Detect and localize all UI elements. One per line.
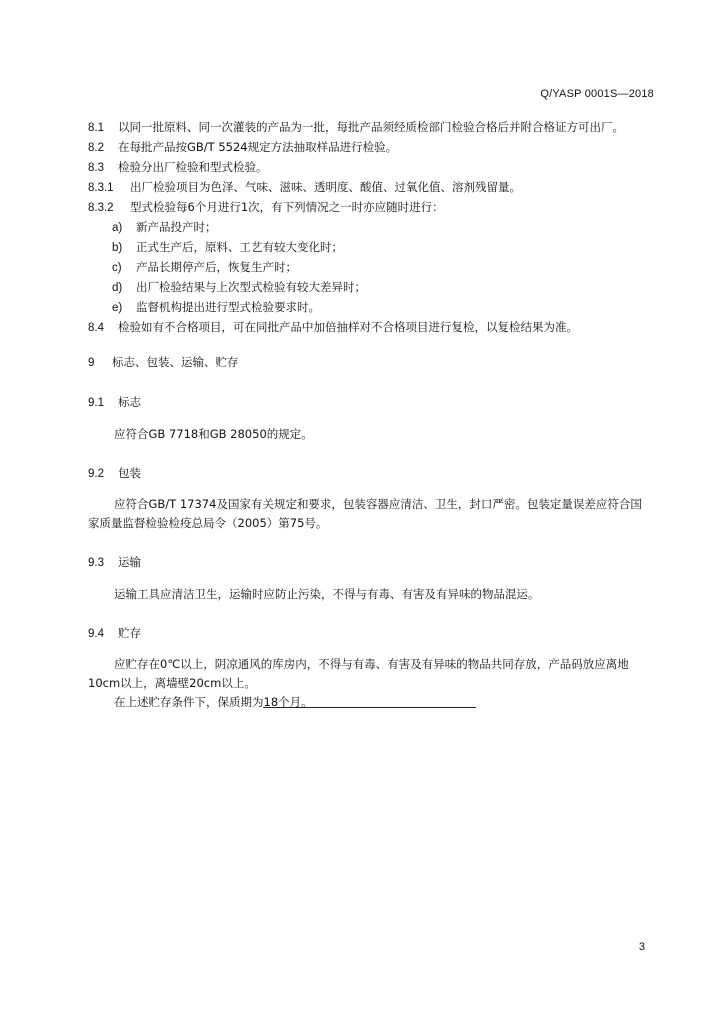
clause-number: 8.3.1 [88,182,114,194]
list-label: d) [112,282,123,294]
clause-text: 型式检验每6个月进行1次，有下列情况之一时亦应随时进行： [130,200,444,214]
clause-text: 以同一批原料、同一次灌装的产品为一批，每批产品须经质检部门检验合格后并附合格证方可出厂。 [118,120,624,134]
subsection-title: 运输 [118,555,141,569]
subsection-9-3-heading [88,553,648,573]
clause-number: 8.3.2 [88,202,114,214]
list-label: c) [112,262,122,274]
standard-code: Q/YASP 0001S—2018 [540,88,654,100]
subsection-9-2-text: 应符合GB/T 17374及国家有关规定和要求，包装容器应清洁、卫生，封口严密。包装定量误差应符合国家质量监督检验检疫总局令（2005）第75号。 [88,497,642,530]
clause-8-1 [88,118,648,138]
subsection-title: 贮存 [118,625,141,640]
list-text: 正式生产后，原料、工艺有较大变化时； [136,240,343,254]
list-item [88,298,648,318]
list-text: 新产品投产时； [136,220,217,234]
list-item [88,278,648,298]
list-item [88,258,648,278]
document-body [88,118,648,712]
section-number: 9 [88,357,95,369]
clause-8-3-2 [88,198,648,218]
subsection-9-4-text-2: 在上述贮存条件下，保质期为18个月。 [114,695,313,709]
list-label: e) [112,302,123,314]
clause-8-3-1 [88,178,648,198]
list-item [88,218,648,238]
clause-number: 8.3 [88,162,104,174]
subsection-title: 包装 [118,465,141,480]
list-label: a) [112,222,123,234]
clause-8-3 [88,158,648,178]
clause-text: 出厂检验项目为色泽、气味、滋味、透明度、酸值、过氧化值、溶剂残留量。 [130,180,521,194]
clause-number: 8.2 [88,142,104,154]
clause-number: 8.1 [88,122,104,134]
section-9-heading [88,353,648,373]
subsection-number: 9.1 [88,397,104,409]
clause-text: 在每批产品按GB/T 5524规定方法抽取样品进行检验。 [118,140,398,154]
subsection-number: 9.3 [88,557,104,569]
subsection-9-4-heading [88,624,648,644]
list-label: b) [112,242,123,254]
page-number: 3 [638,941,645,953]
subsection-title: 标志 [118,395,141,409]
list-text: 出厂检验结果与上次型式检验有较大差异时； [136,280,366,294]
subsection-9-1-text: 应符合GB 7718和GB 28050的规定。 [114,426,313,441]
end-rule [263,707,476,708]
clause-8-4 [88,318,648,338]
subsection-9-1-heading [88,393,648,413]
subsection-9-4-text: 应贮存在0℃以上，阴凉通风的库房内，不得与有毒、有害及有异味的物品共同存放，产品码放应离地10cm以上，离墙壁20cm以上。 [88,657,629,690]
subsection-9-2-heading [88,464,648,484]
subsection-9-3-text: 运输工具应清洁卫生，运输时应防止污染，不得与有毒、有害及有异味的物品混运。 [114,586,540,601]
subsection-number: 9.2 [88,467,104,480]
list-item [88,238,648,258]
list-text: 监督机构提出进行型式检验要求时。 [136,300,320,314]
clause-number: 8.4 [88,322,104,334]
section-title: 标志、包装、运输、贮存 [112,355,239,369]
clause-text: 检验如有不合格项目，可在同批产品中加倍抽样对不合格项目进行复检，以复检结果为准。 [118,320,578,334]
clause-text: 检验分出厂检验和型式检验。 [118,160,268,174]
list-text: 产品长期停产后，恢复生产时； [136,260,297,274]
subsection-number: 9.4 [88,627,104,640]
clause-8-2 [88,138,648,158]
